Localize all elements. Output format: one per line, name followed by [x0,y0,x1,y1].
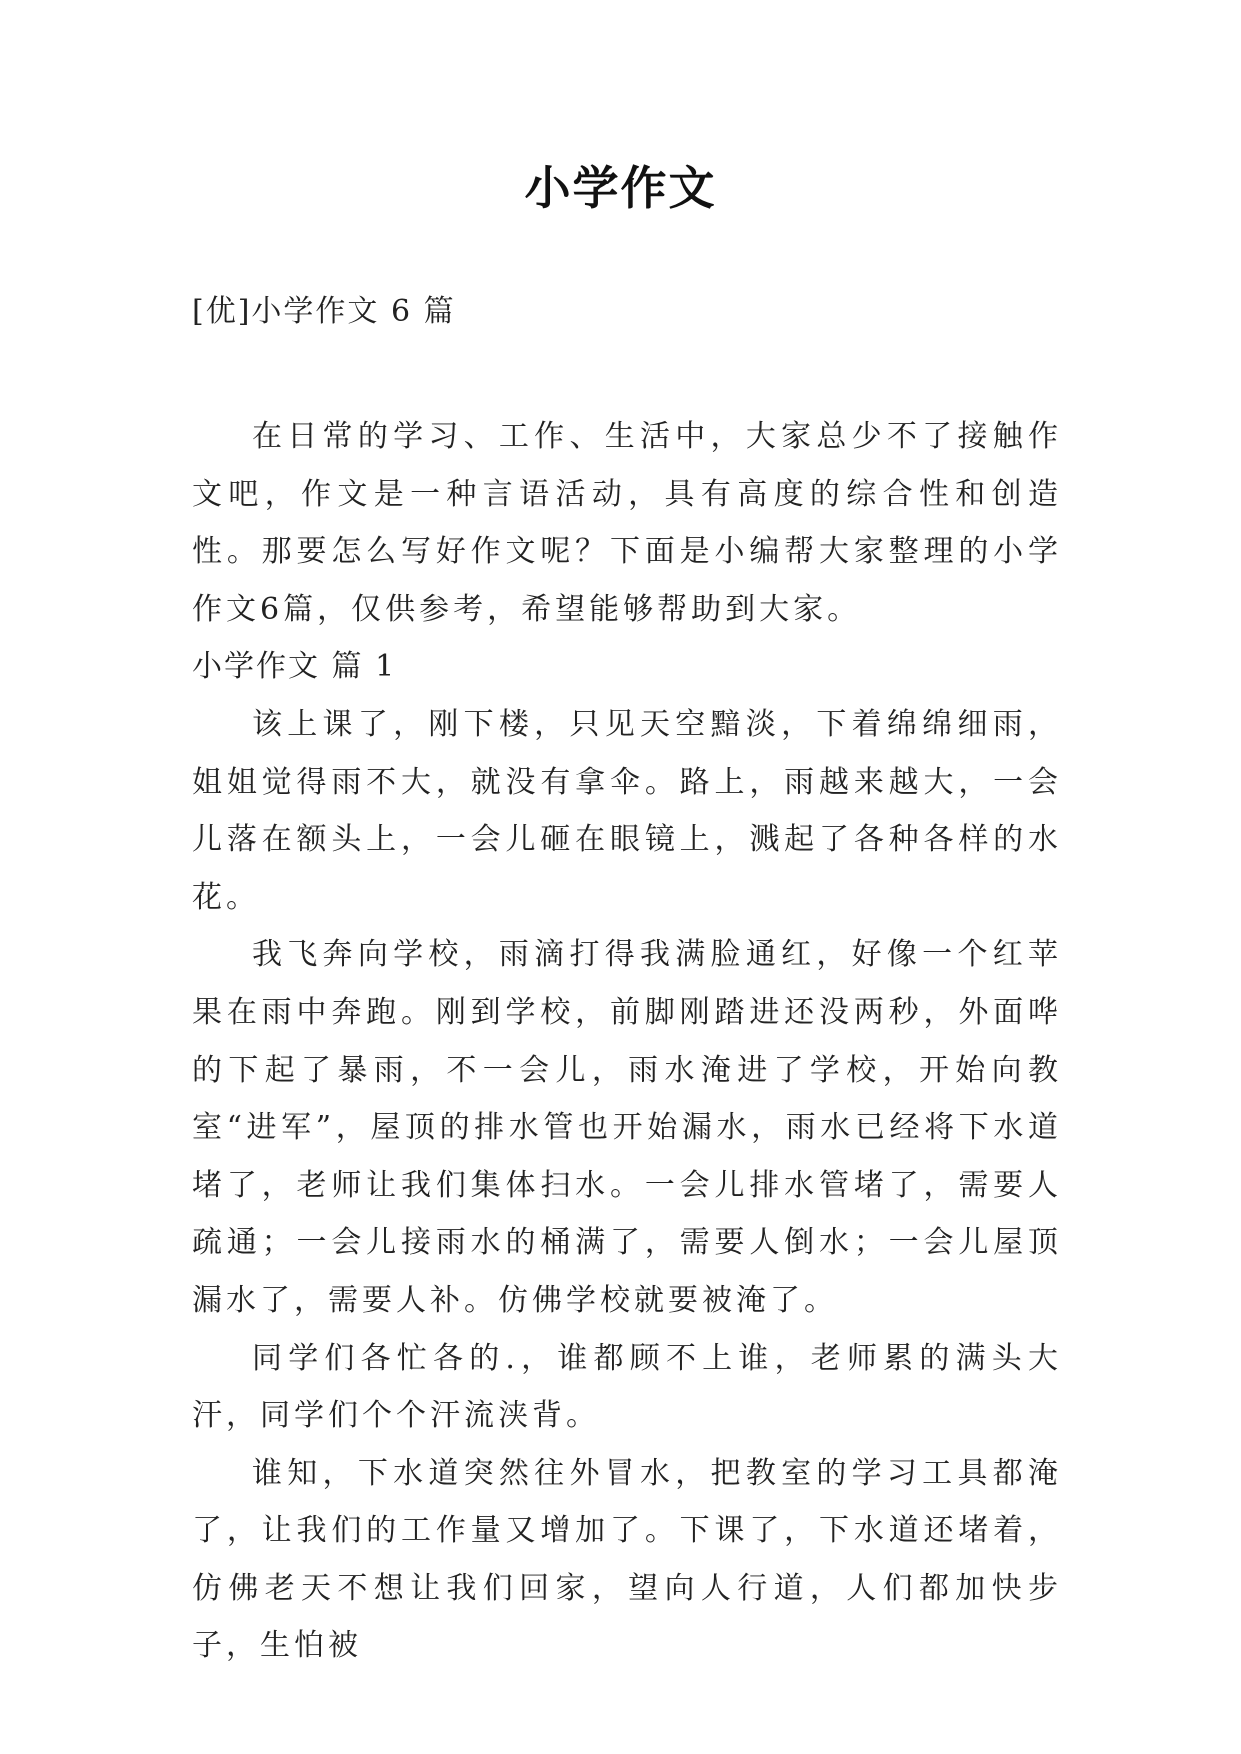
body-paragraph: 我飞奔向学校，雨滴打得我满脸通红，好像一个红苹果在雨中奔跑。刚到学校，前脚刚踏进还没两秒，外面哗的下起了暴雨，不一会儿，雨水淹进了学校，开始向教室“进军”，屋顶的排水管也开始漏水，雨水已经将下水道堵了，老师让我们集体扫水。一会儿排水管堵了，需要人疏通；一会儿接雨水的桶满了，需要人倒水；一会儿屋顶漏水了，需要人补。仿佛学校就要被淹了。 [192,937,1062,1318]
body-paragraph: 同学们各忙各的.，谁都顾不上谁，老师累的满头大汗，同学们个个汗流浃背。 [192,1340,1062,1434]
document-subtitle: [优]小学作文 6 篇 [192,294,456,329]
intro-paragraph: 在日常的学习、工作、生活中，大家总少不了接触作文吧，作文是一种言语活动，具有高度的综合性和创造性。那要怎么写好作文呢？下面是小编帮大家整理的小学作文6篇，仅供参考，希望能够帮助到大家。 [192,419,1062,627]
body-paragraph: 该上课了，刚下楼，只见天空黯淡，下着绵绵细雨，姐姐觉得雨不大，就没有拿伞。路上，雨越来越大，一会儿落在额头上，一会儿砸在眼镜上，溅起了各种各样的水花。 [192,706,1062,915]
document-body [192,408,1062,1675]
section-heading: 小学作文 篇 1 [192,649,397,685]
page-title: 小学作文 [524,161,717,215]
body-paragraph: 谁知，下水道突然往外冒水，把教室的学习工具都淹了，让我们的工作量又增加了。下课了，下水道还堵着，仿佛老天不想让我们回家，望向人行道，人们都加快步子，生怕被 [192,1455,1062,1664]
